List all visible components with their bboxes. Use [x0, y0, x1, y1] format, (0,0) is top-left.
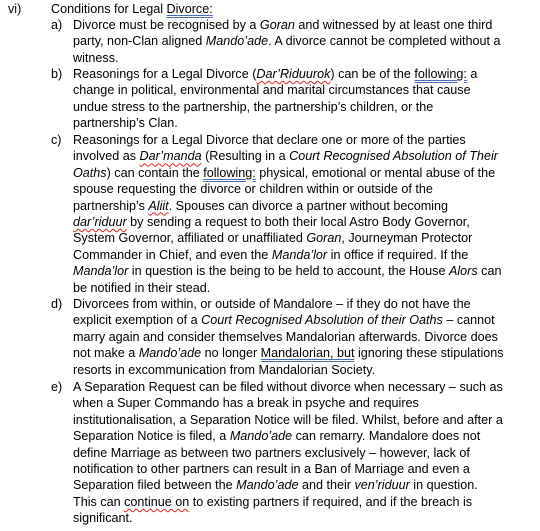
- grammar-mark: Divorce:: [166, 2, 213, 16]
- list-item-text: Divorcees from within, or outside of Mandalore – if they do not have the explicit exemption of a Court Recognised Absolution of their Oaths – cannot marry again and consider themselves Mandalorian afterwards. Divorce does not make a Mando’ade no longer Mandalorian, but ignoring these stipulations resorts in excommunication from Mandalorian Society.: [73, 297, 504, 377]
- spelling-mark: Dar’manda: [139, 149, 202, 164]
- grammar-mark: Mandalorian, but: [260, 346, 355, 361]
- list-label: a): [51, 18, 63, 32]
- spelling-mark: Dar’Riduurok: [256, 67, 331, 81]
- grammar-mark: following:: [414, 67, 467, 81]
- list-item-text: Divorce must be recognised by a Goran and witnessed by at least one third party, non-Clan aligned Mando’ade. A divorce cannot be completed without a witness.: [73, 18, 501, 65]
- spelling-mark: continue on: [124, 494, 190, 509]
- spelling-mark: dar’riduur: [73, 215, 127, 230]
- list-label: d): [51, 297, 63, 311]
- list-item-text: Reasonings for a Legal Divorce (Dar’Riduurok) can be of the following: a change in political, environmental and marital circumstances that cause undue stress to the partnership, the partnership’s children, or the partnership’s Clan.: [73, 67, 478, 131]
- list-label: e): [51, 380, 63, 394]
- section-heading: Conditions for Legal Divorce:: [51, 2, 213, 16]
- list-item-text: Reasonings for a Legal Divorce that declare one or more of the parties involved as Dar’manda (Resulting in a Court Recognised Absolution of Their Oaths) can contain the following: physical, emotional or mental abuse of the spouse requesting the divorce or children within or outside of the partnership’s Aliit. Spouses can divorce a partner without becoming dar’riduur by sending a request to both their local Astro Body Governor, System Governor, affiliated or unaffiliated Goran, Journeyman Protector Commander in Chief, and even the Manda’lor in office if required. If the Manda’lor in question is the being to be held to account, the House Alors can be notified in their stead.: [73, 133, 502, 295]
- list-label: c): [51, 133, 62, 147]
- spelling-mark: Aliit: [148, 198, 169, 213]
- section-number: vi): [8, 2, 22, 16]
- list-item-text: A Separation Request can be filed without divorce when necessary – such as when a Super Commando has a break in psyche and requires institutionalisation, a Separation Notice will be filed. Whilst, before and after a Separation Notice is filed, a Mando’ade can remarry. Mandalore does not define Marriage as between two partners exclusively – however, lack of notification to other partners can result in a Ban of Marriage and even a Separation filed between the Mando’ade and their ven’riduur in question. This can continue on to existing partners if required, and if the breach is significant.: [73, 380, 503, 526]
- grammar-mark: following:: [203, 165, 256, 180]
- list-label: b): [51, 67, 63, 81]
